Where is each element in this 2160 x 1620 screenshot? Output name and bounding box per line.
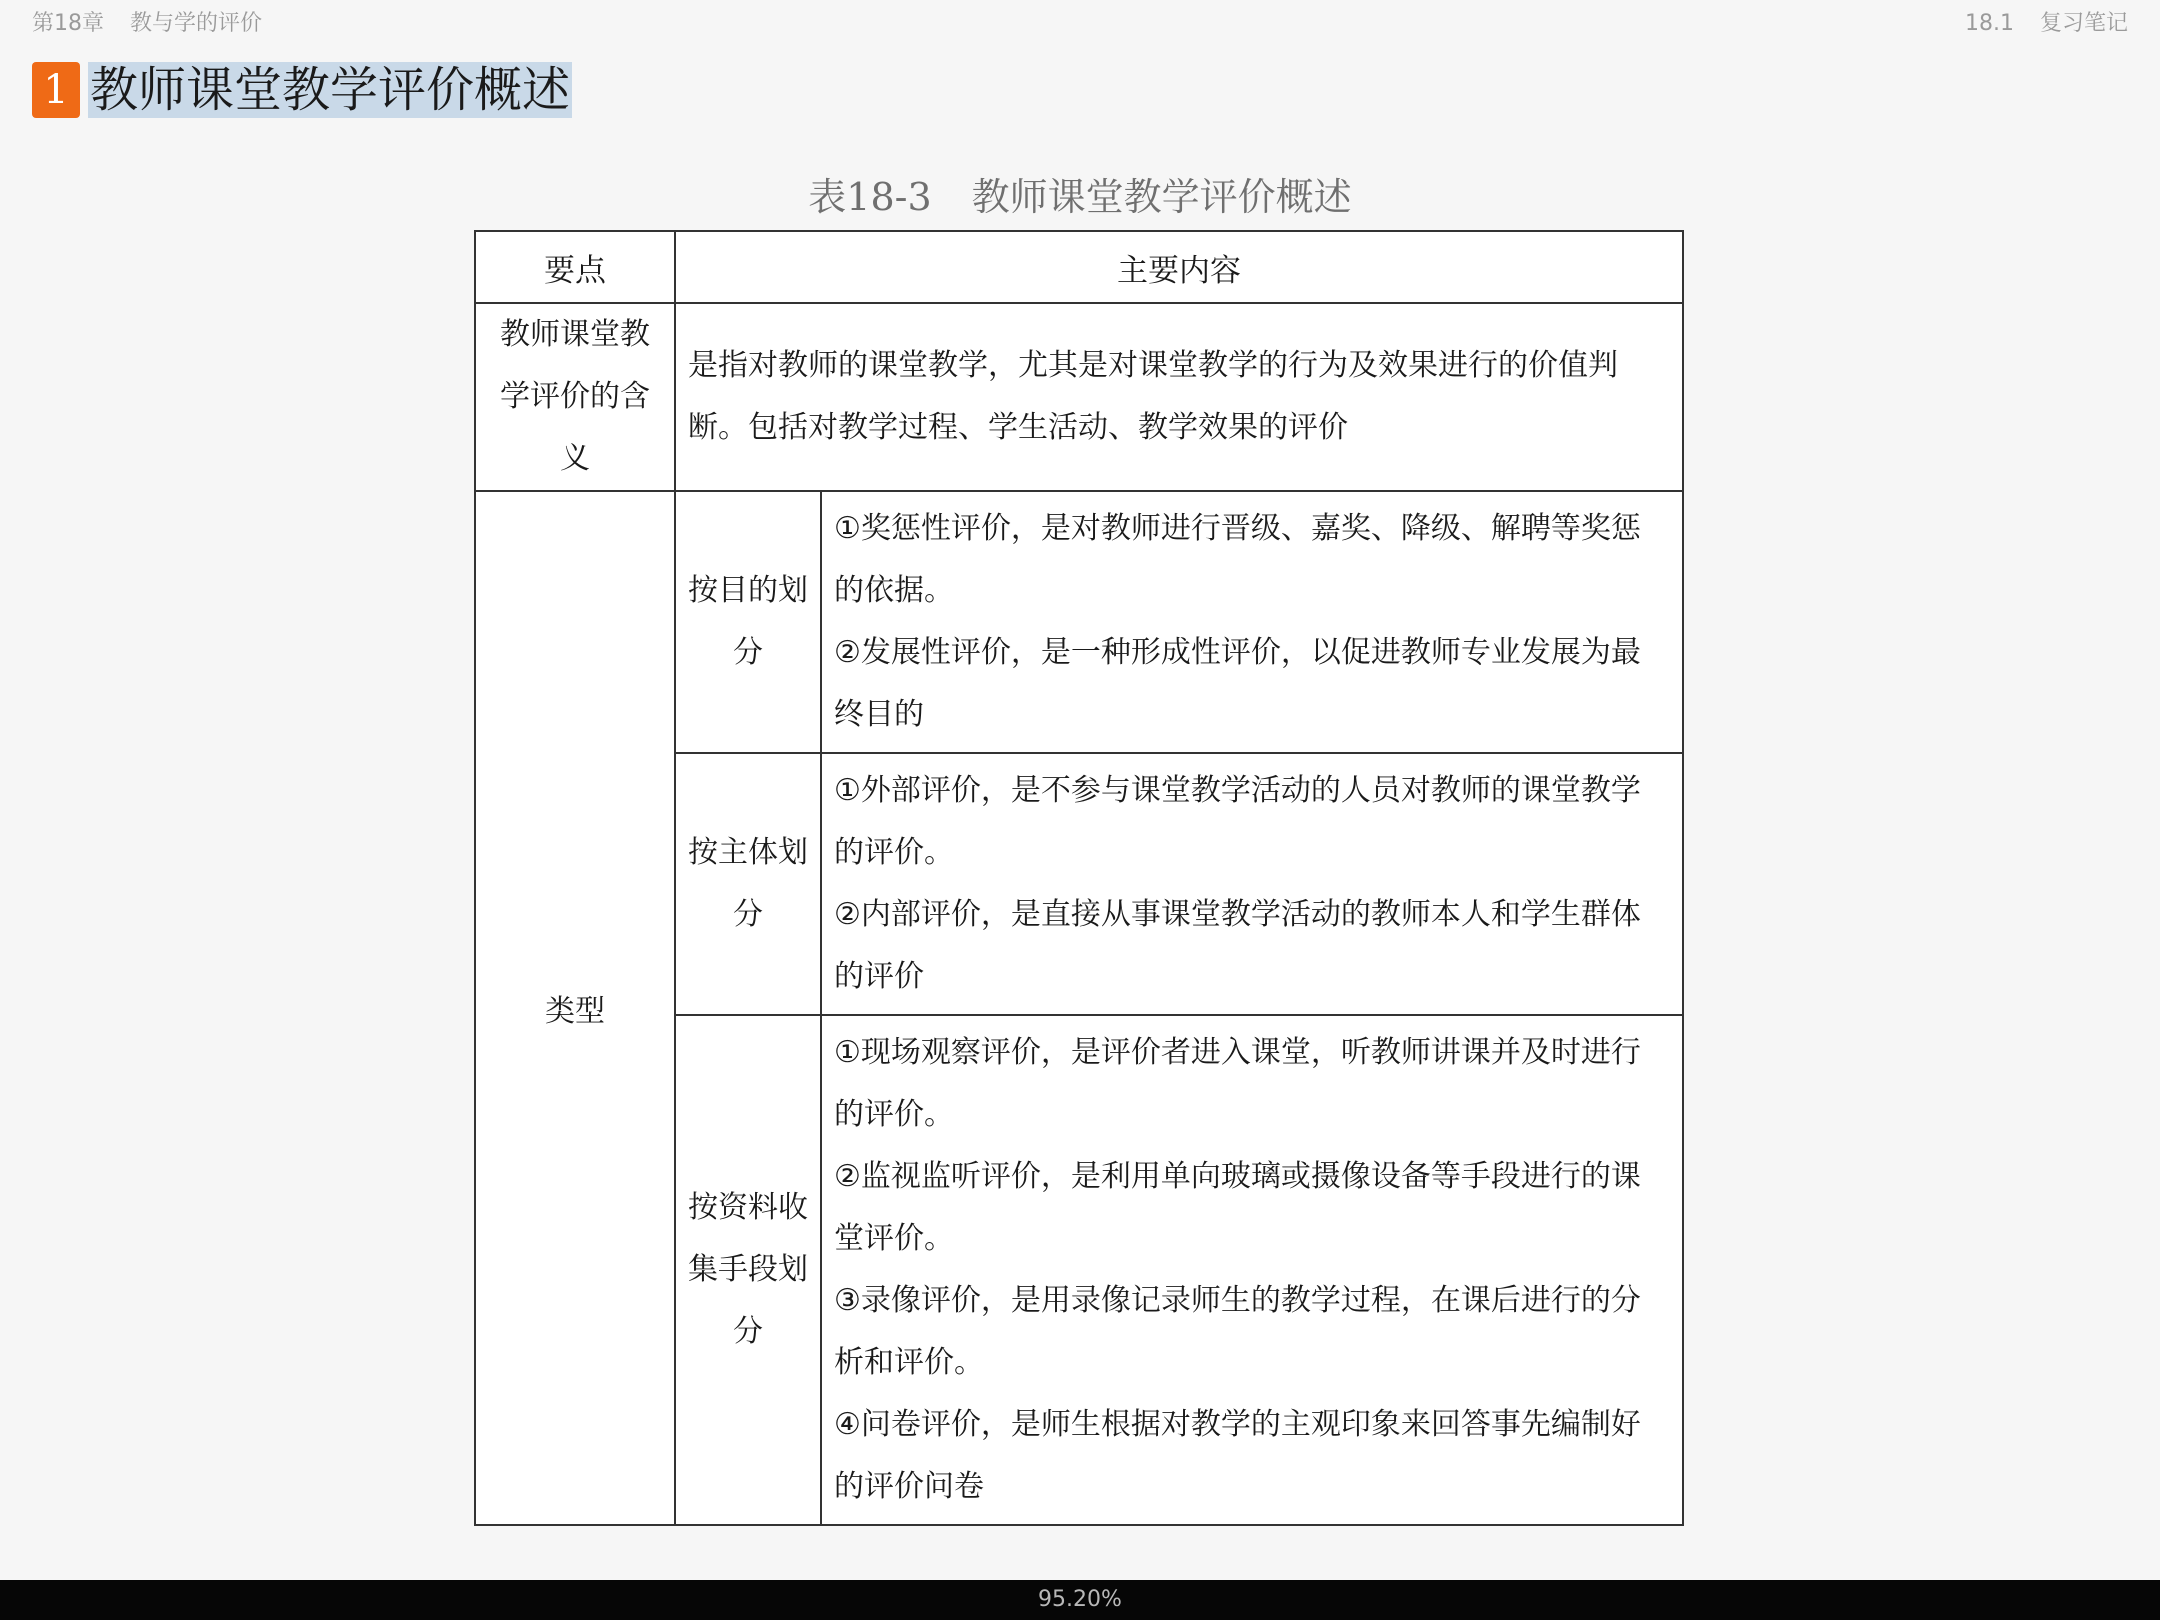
type-group-content <box>821 491 1683 753</box>
types-key-cell: 类型 <box>475 491 675 1525</box>
summary-table <box>474 230 1684 1526</box>
chapter-title: 教与学的评价 <box>130 11 263 36</box>
type-item: ④问卷评价，是师生根据对教学的主观印象来回答事先编制好的评价问卷 <box>834 1407 1641 1504</box>
definition-content-cell: 是指对教师的课堂教学，尤其是对课堂教学的行为及效果进行的价值判断。包括对教学过程、学生活动、教学效果的评价 <box>675 303 1683 491</box>
type-group-content <box>821 753 1683 1015</box>
table-caption-number: 表18-3 <box>808 175 932 219</box>
running-header <box>0 6 2160 38</box>
header-key-cell: 要点 <box>475 231 675 303</box>
type-item: ③录像评价，是用录像记录师生的教学过程，在课后进行的分析和评价。 <box>834 1283 1641 1380</box>
type-item: ①奖惩性评价，是对教师进行晋级、嘉奖、降级、解聘等奖惩的依据。 <box>834 511 1641 608</box>
type-group-label: 按资料收集手段划分 <box>675 1015 821 1525</box>
table-caption <box>0 166 2160 221</box>
type-item: ②内部评价，是直接从事课堂教学活动的教师本人和学生群体的评价 <box>834 897 1641 994</box>
table-header-row <box>475 231 1683 303</box>
definition-key-cell: 教师课堂教学评价的含义 <box>475 303 675 491</box>
table-caption-title: 教师课堂教学评价概述 <box>971 175 1352 219</box>
zoom-level[interactable]: 95.20% <box>1038 1587 1122 1612</box>
type-item: ②监视监听评价，是利用单向玻璃或摄像设备等手段进行的课堂评价。 <box>834 1159 1641 1256</box>
type-item: ①外部评价，是不参与课堂教学活动的人员对教师的课堂教学的评价。 <box>834 773 1641 870</box>
type-group-label: 按目的划分 <box>675 491 821 753</box>
section-number: 18.1 <box>1965 11 2014 36</box>
section-heading <box>32 62 572 118</box>
status-bar <box>0 1580 2160 1620</box>
type-group-label: 按主体划分 <box>675 753 821 1015</box>
section-note-label: 复习笔记 <box>2039 11 2128 36</box>
table-row <box>475 303 1683 491</box>
type-item: ①现场观察评价，是评价者进入课堂，听教师讲课并及时进行的评价。 <box>834 1035 1641 1132</box>
type-group-content <box>821 1015 1683 1525</box>
section-title[interactable]: 教师课堂教学评价概述 <box>90 62 571 118</box>
table-row <box>475 491 1683 753</box>
chapter-number: 第18章 <box>32 11 104 36</box>
header-content-cell: 主要内容 <box>675 231 1683 303</box>
section-label <box>1965 6 2128 37</box>
type-item: ②发展性评价，是一种形成性评价，以促进教师专业发展为最终目的 <box>834 635 1641 732</box>
chapter-label <box>32 6 262 37</box>
section-number-badge: 1 <box>32 62 80 118</box>
